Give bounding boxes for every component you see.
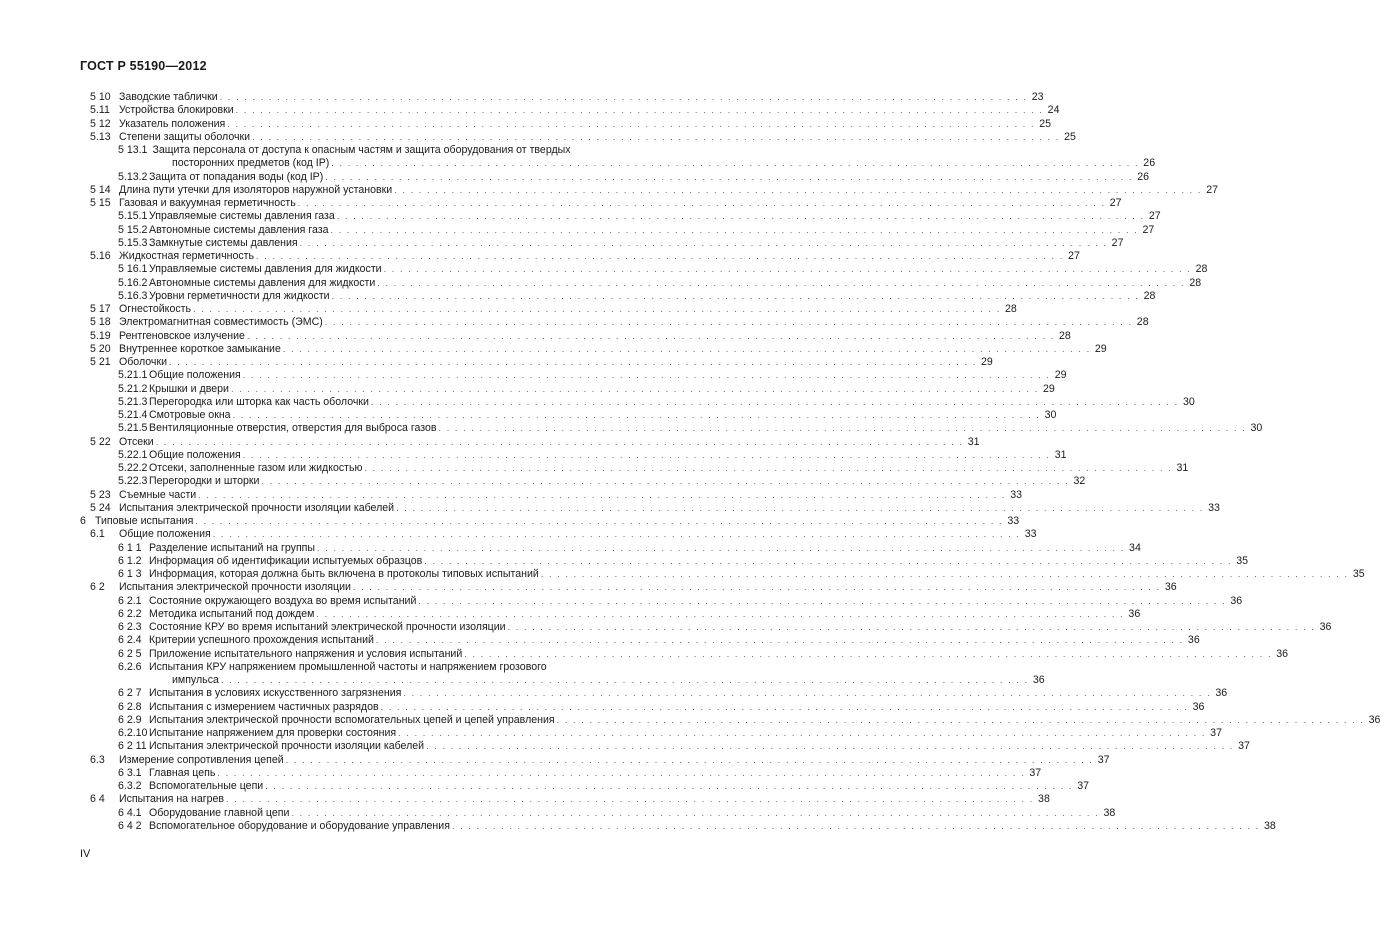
toc-entry-page: 36 (1368, 713, 1380, 726)
toc-entry-number: 5.22.1 (118, 448, 148, 461)
toc-entry (0, 210, 1161, 223)
toc-entry-title: Отсеки (119, 435, 154, 448)
toc-entry-number: 5.21.1 (118, 369, 148, 382)
table-of-contents (0, 91, 1380, 833)
dot-leader: . . . . . . . . . . . . . . . . . . . . . . . . . . . . . . . . . . . . . . . . . . . . . . . . . . . . . . . . . . . . . . . . . . . . . . . . . . . . . . . . . . . . . . . . . . . . . . . . . . . (540, 569, 1349, 579)
toc-entry-number: 6 4 2 (118, 819, 142, 832)
toc-entry-title: Огнестойкость (119, 303, 191, 315)
toc-entry-number: 5 20 (90, 342, 111, 355)
dot-leader: . . . . . . . . . . . . . . . . . . . . . . . . . . . . . . . . . . . . . . . . . . . . . . . . . . . . . . . . . . . . . . . . . . . . . . . . . . . . . . . . . . . . . . . . . . . . . . . . . . . (265, 781, 1074, 791)
toc-entry-title: Главная цепь (149, 766, 216, 779)
toc-entry (0, 581, 1177, 594)
dot-leader: . . . . . . . . . . . . . . . . . . . . . . . . . . . . . . . . . . . . . . . . . . . . . . . . . . . . . . . . . . . . . . . . . . . . . . . . . . . . . . . . . . . . . . . . . . . . . . . . . . . (285, 754, 1094, 765)
toc-entry-title: Общие положения (149, 369, 241, 382)
toc-entry-title: Рентгеновское излучение (119, 329, 245, 342)
toc-entry-number: 5.22.2 (118, 462, 148, 474)
toc-entry (0, 687, 1228, 700)
toc-entry (0, 780, 1090, 793)
dot-leader: . . . . . . . . . . . . . . . . . . . . . . . . . . . . . . . . . . . . . . . . . . . . . . . . . . . . . . . . . . . . . . . . . . . . . . . . . . . . . . . . . . . . . . . . . . . . . . . . . . . (232, 410, 1041, 420)
toc-entry-number: 6 2.8 (118, 700, 142, 713)
toc-entry-page: 31 (1176, 462, 1189, 474)
toc-entry (0, 793, 1050, 806)
dot-leader: . . . . . . . . . . . . . . . . . . . . . . . . . . . . . . . . . . . . . . . . . . . . . . . . . . . . . . . . . . . . . . . . . . . . . . . . . . . . . . . . . . . . . . . . . . . . . . . . . . . (193, 304, 1001, 314)
toc-entry-number: 5 13.1 (118, 144, 148, 156)
toc-entry-page: 31 (967, 435, 980, 448)
toc-entry-page: 25 (1039, 117, 1052, 130)
toc-entry-number: 5.21.3 (118, 395, 148, 408)
toc-entry-title: Внутреннее короткое замыкание (119, 342, 281, 355)
dot-leader: . . . . . . . . . . . . . . . . . . . . . . . . . . . . . . . . . . . . . . . . . . . . . . . . . . . . . . . . . . . . . . . . . . . . . . . . . . . . . . . . . . . . . . . . . . . . . . . . . . . (375, 635, 1184, 646)
toc-entry-title: Измерение сопротивления цепей (119, 753, 284, 766)
dot-leader: . . . . . . . . . . . . . . . . . . . . . . . . . . . . . . . . . . . . . . . . . . . . . . . . . . . . . . . . . . . . . . . . . . . . . . . . . . . . . . . . . . . . . . . . . . . . . . . . . . . (556, 714, 1365, 725)
toc-entry-page: 30 (1044, 409, 1057, 421)
toc-entry (0, 422, 1263, 435)
toc-entry-page: 28 (1195, 263, 1208, 276)
dot-leader: . . . . . . . . . . . . . . . . . . . . . . . . . . . . . . . . . . . . . . . . . . . . . . . . . . . . . . . . . . . . . . . . . . . . . . . . . . . . . . . . . . . . . . . . . . . . . . . . . . . (252, 131, 1060, 142)
dot-leader: . . . . . . . . . . . . . . . . . . . . . . . . . . . . . . . . . . . . . . . . . . . . . . . . . . . . . . . . . . . . . . . . . . . . . . . . . . . . . . . . . . . . . . . . . . . . . . . . . . . (352, 582, 1161, 593)
toc-entry-page: 30 (1182, 395, 1195, 408)
toc-entry-page: 27 (1068, 250, 1080, 262)
dot-leader: . . . . . . . . . . . . . . . . . . . . . . . . . . . . . . . . . . . . . . . . . . . . . . . . . . . . . . . . . . . . . . . . . . . . . . . . . . . . . . . . . . . . . . . . . . . . . . . . . . . (383, 264, 1192, 275)
toc-entry-title: Испытание напряжением для проверки состояния (149, 727, 397, 739)
toc-entry-number: 5.11 (90, 104, 110, 117)
toc-entry-page: 38 (1038, 793, 1050, 806)
toc-entry-title: Вентиляционные отверстия, отверстия для выброса газов (149, 422, 437, 435)
dot-leader: . . . . . . . . . . . . . . . . . . . . . . . . . . . . . . . . . . . . . . . . . . . . . . . . . . . . . . . . . . . . . . . . . . . . . . . . . . . . . . . . . . . . . . . . . . . . . . . . . . . (438, 423, 1247, 434)
toc-entry-page: 28 (1143, 289, 1156, 302)
toc-entry-page: 33 (1024, 528, 1037, 541)
dot-leader: . . . . . . . . . . . . . . . . . . . . . . . . . . . . . . . . . . . . . . . . . . . . . . . . . . . . . . . . . . . . . . . . . . . . . . . . . . . . . . . . . . . . . . . . . . . . . . . . . . . (291, 807, 1100, 818)
dot-leader: . . . . . . . . . . . . . . . . . . . . . . . . . . . . . . . . . . . . . . . . . . . . . . . . . . . . . . . . . . . . . . . . . . . . . . . . . . . . . . . . . . . . . . . . . . . . . . . . . . . (226, 794, 1034, 805)
dot-leader: . . . . . . . . . . . . . . . . . . . . . . . . . . . . . . . . . . . . . . . . . . . . . . . . . . . . . . . . . . . . . . . . . . . . . . . . . . . . . . . . . . . . . . . . . . . . . . . . . . . (219, 92, 1028, 102)
dot-leader: . . . . . . . . . . . . . . . . . . . . . . . . . . . . . . . . . . . . . . . . . . . . . . . . . . . . . . . . . . . . . . . . . . . . . . . . . . . . . . . . . . . . . . . . . . . . . . . . . . . (507, 622, 1316, 632)
toc-entry (0, 435, 980, 449)
toc-entry-title: Управляемые системы давления газа (149, 210, 335, 223)
toc-entry-title: Отсеки, заполненные газом или жидкостью (149, 462, 363, 474)
dot-leader: . . . . . . . . . . . . . . . . . . . . . . . . . . . . . . . . . . . . . . . . . . . . . . . . . . . . . . . . . . . . . . . . . . . . . . . . . . . . . . . . . . . . . . . . . . . . . . . . . . . (299, 237, 1108, 248)
toc-entry-title: Вспомогательные цепи (149, 780, 264, 792)
toc-entry (0, 369, 1067, 382)
dot-leader: . . . . . . . . . . . . . . . . . . . . . . . . . . . . . . . . . . . . . . . . . . . . . . . . . . . . . . . . . . . . . . . . . . . . . . . . . . . . . . . . . . . . . . . . . . . . . . . . . . . (418, 595, 1227, 606)
toc-entry (0, 183, 1218, 197)
toc-entry-number: 6.2.10 (118, 727, 148, 739)
dot-leader: . . . . . . . . . . . . . . . . . . . . . . . . . . . . . . . . . . . . . . . . . . . . . . . . . . . . . . . . . . . . . . . . . . . . . . . . . . . . . . . . . . . . . . . . . . . . . . . . . . . (396, 502, 1204, 513)
toc-entry (0, 289, 1156, 303)
toc-entry-page: 31 (1054, 448, 1067, 461)
dot-leader: . . . . . . . . . . . . . . . . . . . . . . . . . . . . . . . . . . . . . . . . . . . . . . . . . . . . . . . . . . . . . . . . . . . . . . . . . . . . . . . . . . . . . . . . . . . . . . . . . . . (195, 516, 1004, 526)
toc-entry-page: 28 (1005, 303, 1017, 315)
dot-leader: . . . . . . . . . . . . . . . . . . . . . . . . . . . . . . . . . . . . . . . . . . . . . . . . . . . . . . . . . . . . . . . . . . . . . . . . . . . . . . . . . . . . . . . . . . . . . . . . . . . (297, 198, 1106, 208)
dot-leader: . . . . . . . . . . . . . . . . . . . . . . . . . . . . . . . . . . . . . . . . . . . . . . . . . . . . . . . . . . . . . . . . . . . . . . . . . . . . . . . . . . . . . . . . . . . . . . . . . . . (403, 688, 1212, 699)
toc-entry (0, 766, 1042, 780)
toc-entry (0, 607, 1141, 621)
toc-entry-page: 25 (1064, 130, 1076, 143)
dot-leader: . . . . . . . . . . . . . . . . . . . . . . . . . . . . . . . . . . . . . . . . . . . . . . . . . . . . . . . . . . . . . . . . . . . . . . . . . . . . . . . . . . . . . . . . . . . . . . . . . . . (370, 396, 1179, 407)
toc-entry-title: Уровни герметичности для жидкости (149, 289, 330, 302)
toc-entry (0, 263, 1208, 276)
toc-entry (0, 144, 1156, 171)
toc-entry (0, 395, 1195, 409)
toc-entry-number: 5.13.2 (118, 170, 148, 183)
page-number: IV (80, 848, 91, 860)
toc-entry-title: Электромагнитная совместимость (ЭМС) (119, 316, 323, 329)
toc-entry-number: 5 15 (90, 197, 111, 209)
toc-entry-title: Общие положения (149, 448, 241, 461)
dot-leader: . . . . . . . . . . . . . . . . . . . . . . . . . . . . . . . . . . . . . . . . . . . . . . . . . . . . . . . . . . . . . . . . . . . . . . . . . . . . . . . . . . . . . . . . . . . . . . . . . . . (155, 436, 964, 447)
toc-entry (0, 713, 1380, 727)
toc-entry-number: 5 16.1 (118, 263, 148, 276)
toc-entry-number: 5.21.2 (118, 382, 148, 395)
toc-entry-title: Испытания электрической прочности изоляции кабелей (119, 501, 395, 514)
toc-entry-page: 37 (1238, 740, 1250, 753)
toc-entry-number: 6.3 (90, 753, 105, 766)
dot-leader: . . . . . . . . . . . . . . . . . . . . . . . . . . . . . . . . . . . . . . . . . . . . . . . . . . . . . . . . . . . . . . . . . . . . . . . . . . . . . . . . . . . . . . . . . . . . . . . . . . . (317, 542, 1125, 553)
toc-entry-page: 33 (1007, 515, 1020, 527)
toc-entry (0, 819, 1276, 833)
dot-leader: . . . . . . . . . . . . . . . . . . . . . . . . . . . . . . . . . . . . . . . . . . . . . . . . . . . . . . . . . . . . . . . . . . . . . . . . . . . . . . . . . . . . . . . . . . . . . . . . . . . (426, 741, 1234, 752)
toc-entry-page: 27 (1111, 236, 1124, 249)
document-header: ГОСТ Р 55190—2012 (80, 59, 207, 73)
toc-entry-title: Информация об идентификации испытуемых образцов (149, 554, 423, 567)
toc-entry-number: 6 2.9 (118, 713, 142, 726)
toc-entry (0, 236, 1124, 250)
dot-leader: . . . . . . . . . . . . . . . . . . . . . . . . . . . . . . . . . . . . . . . . . . . . . . . . . . . . . . . . . . . . . . . . . . . . . . . . . . . . . . . . . . . . . . . . . . . . . . . . . . . (331, 158, 1140, 169)
dot-leader: . . . . . . . . . . . . . . . . . . . . . . . . . . . . . . . . . . . . . . . . . . . . . . . . . . . . . . . . . . . . . . . . . . . . . . . . . . . . . . . . . . . . . . . . . . . . . . . . . . . (242, 449, 1051, 460)
toc-entry (0, 462, 1189, 475)
dot-leader: . . . . . . . . . . . . . . . . . . . . . . . . . . . . . . . . . . . . . . . . . . . . . . . . . . . . . . . . . . . . . . . . . . . . . . . . . . . . . . . . . . . . . . . . . . . . . . . . . . . (336, 211, 1145, 222)
toc-entry-title: Испытания в условиях искусственного загрязнения (149, 687, 402, 700)
toc-entry-number: 5 10 (90, 91, 111, 103)
toc-entry-title: Оболочки (119, 356, 167, 368)
dot-leader: . . . . . . . . . . . . . . . . . . . . . . . . . . . . . . . . . . . . . . . . . . . . . . . . . . . . . . . . . . . . . . . . . . . . . . . . . . . . . . . . . . . . . . . . . . . . . . . . . . . (464, 648, 1273, 659)
toc-entry-page: 33 (1208, 501, 1220, 514)
toc-entry-number: 6 1.2 (118, 554, 142, 567)
toc-entry-title: Испытания электрической прочности изоляции (119, 581, 351, 594)
toc-entry (0, 515, 1020, 528)
toc-entry (0, 382, 1055, 396)
dot-leader: . . . . . . . . . . . . . . . . . . . . . . . . . . . . . . . . . . . . . . . . . . . . . . . . . . . . . . . . . . . . . . . . . . . . . . . . . . . . . . . . . . . . . . . . . . . . . . . . . . . (242, 370, 1051, 381)
toc-entry-number: 5.22.3 (118, 475, 148, 488)
toc-entry (0, 448, 1067, 462)
dot-leader: . . . . . . . . . . . . . . . . . . . . . . . . . . . . . . . . . . . . . . . . . . . . . . . . . . . . . . . . . . . . . . . . . . . . . . . . . . . . . . . . . . . . . . . . . . . . . . . . . . . (220, 675, 1029, 685)
toc-entry-page: 28 (1136, 316, 1149, 329)
toc-entry-page: 35 (1352, 568, 1365, 580)
toc-entry-page: 36 (1128, 607, 1141, 620)
toc-entry-number: 5 22 (90, 435, 111, 448)
dot-leader: . . . . . . . . . . . . . . . . . . . . . . . . . . . . . . . . . . . . . . . . . . . . . . . . . . . . . . . . . . . . . . . . . . . . . . . . . . . . . . . . . . . . . . . . . . . . . . . . . . . (235, 105, 1044, 116)
toc-entry-number: 6 2 (90, 581, 105, 594)
dot-leader: . . . . . . . . . . . . . . . . . . . . . . . . . . . . . . . . . . . . . . . . . . . . . . . . . . . . . . . . . . . . . . . . . . . . . . . . . . . . . . . . . . . . . . . . . . . . . . . . . . . (246, 330, 1055, 341)
toc-entry (0, 303, 1017, 316)
toc-entry-title: Испытания с измерением частичных разрядов (149, 700, 379, 713)
toc-entry-title: Информация, которая должна быть включена в протоколы типовых испытаний (149, 568, 539, 580)
toc-entry-page: 27 (1109, 197, 1122, 209)
toc-entry-page: 36 (1215, 687, 1228, 700)
toc-entry-title: Испытания электрической прочности изоляции кабелей (149, 740, 425, 753)
toc-entry-page: 27 (1148, 210, 1161, 223)
toc-entry-number: 6.2.6 (118, 660, 142, 673)
toc-entry-title-continuation: посторонних предметов (код IP) (172, 157, 330, 170)
toc-entry-number: 6.3.2 (118, 780, 142, 792)
toc-entry-title: Методика испытаний под дождем (149, 607, 315, 620)
toc-entry-page: 34 (1129, 541, 1141, 554)
dot-leader: . . . . . . . . . . . . . . . . . . . . . . . . . . . . . . . . . . . . . . . . . . . . . . . . . . . . . . . . . . . . . . . . . . . . . . . . . . . . . . . . . . . . . . . . . . . . . . . . . . . (377, 277, 1186, 288)
toc-entry-title: Автономные системы давления газа (149, 223, 329, 236)
toc-entry (0, 104, 1060, 117)
toc-entry-number: 5 21 (90, 356, 111, 368)
toc-entry-number: 6 4.1 (118, 806, 142, 819)
toc-entry (0, 488, 1023, 502)
toc-entry (0, 621, 1332, 634)
toc-entry-title: Жидкостная герметичность (119, 250, 255, 262)
toc-entry (0, 753, 1110, 767)
toc-entry (0, 130, 1076, 144)
toc-entry (0, 660, 1045, 688)
toc-entry-number: 5.21.5 (118, 422, 148, 435)
toc-entry-page: 36 (1276, 647, 1289, 660)
dot-leader: . . . . . . . . . . . . . . . . . . . . . . . . . . . . . . . . . . . . . . . . . . . . . . . . . . . . . . . . . . . . . . . . . . . . . . . . . . . . . . . . . . . . . . . . . . . . . . . . . . . (331, 290, 1140, 301)
toc-entry (0, 276, 1202, 290)
toc-entry-page: 30 (1250, 422, 1263, 435)
dot-leader: . . . . . . . . . . . . . . . . . . . . . . . . . . . . . . . . . . . . . . . . . . . . . . . . . . . . . . . . . . . . . . . . . . . . . . . . . . . . . . . . . . . . . . . . . . . . . . . . . . . (217, 767, 1026, 778)
toc-entry-number: 5 18 (90, 316, 111, 329)
toc-entry-title: Разделение испытаний на группы (149, 541, 316, 554)
toc-entry-title: Общие положения (119, 528, 211, 541)
toc-entry-number: 6 2 11 (118, 740, 147, 753)
toc-entry-number: 5.13 (90, 130, 111, 143)
toc-entry-number: 5 15.2 (118, 223, 148, 236)
toc-entry-title: Испытания КРУ напряжением промышленной частоты и напряжением грозового (149, 660, 547, 673)
toc-entry (0, 250, 1080, 263)
toc-entry-title: Смотровые окна (149, 409, 231, 421)
toc-entry-page: 38 (1103, 806, 1116, 819)
toc-entry-number: 5.16 (90, 250, 111, 262)
toc-entry (0, 528, 1037, 541)
toc-entry-title: Заводские таблички (119, 91, 218, 103)
toc-entry-title: Замкнутые системы давления (149, 236, 298, 249)
dot-leader: . . . . . . . . . . . . . . . . . . . . . . . . . . . . . . . . . . . . . . . . . . . . . . . . . . . . . . . . . . . . . . . . . . . . . . . . . . . . . . . . . . . . . . . . . . . . . . . . . . . (398, 728, 1206, 738)
toc-entry-number: 5 24 (90, 501, 111, 514)
toc-entry-number: 5 23 (90, 488, 111, 501)
toc-entry (0, 329, 1071, 343)
toc-entry-page: 26 (1143, 157, 1156, 170)
toc-entry (0, 727, 1222, 740)
toc-entry-page: 37 (1077, 780, 1090, 792)
dot-leader: . . . . . . . . . . . . . . . . . . . . . . . . . . . . . . . . . . . . . . . . . . . . . . . . . . . . . . . . . . . . . . . . . . . . . . . . . . . . . . . . . . . . . . . . . . . . . . . . . . . (198, 489, 1007, 500)
toc-entry-number: 6 2.3 (118, 621, 142, 633)
toc-entry-number: 6 (80, 515, 86, 527)
toc-entry (0, 475, 1086, 488)
dot-leader: . . . . . . . . . . . . . . . . . . . . . . . . . . . . . . . . . . . . . . . . . . . . . . . . . . . . . . . . . . . . . . . . . . . . . . . . . . . . . . . . . . . . . . . . . . . . . . . . . . . (424, 555, 1233, 566)
toc-entry (0, 568, 1365, 581)
toc-entry-number: 5.16.3 (118, 289, 148, 302)
toc-entry-number: 5.15.3 (118, 236, 148, 249)
toc-entry (0, 223, 1155, 237)
dot-leader: . . . . . . . . . . . . . . . . . . . . . . . . . . . . . . . . . . . . . . . . . . . . . . . . . . . . . . . . . . . . . . . . . . . . . . . . . . . . . . . . . . . . . . . . . . . . . . . . . . . (394, 184, 1202, 195)
toc-entry (0, 342, 1107, 356)
toc-entry-title: Вспомогательное оборудование и оборудование управления (149, 819, 450, 832)
toc-entry (0, 554, 1249, 568)
toc-entry-number: 6 1 3 (118, 568, 142, 580)
dot-leader: . . . . . . . . . . . . . . . . . . . . . . . . . . . . . . . . . . . . . . . . . . . . . . . . . . . . . . . . . . . . . . . . . . . . . . . . . . . . . . . . . . . . . . . . . . . . . . . . . . . (364, 463, 1173, 473)
toc-entry-page: 37 (1210, 727, 1222, 739)
toc-entry-page: 33 (1010, 488, 1023, 501)
toc-entry (0, 647, 1289, 661)
dot-leader: . . . . . . . . . . . . . . . . . . . . . . . . . . . . . . . . . . . . . . . . . . . . . . . . . . . . . . . . . . . . . . . . . . . . . . . . . . . . . . . . . . . . . . . . . . . . . . . . . . . (380, 701, 1189, 712)
toc-entry-title: Защита персонала от доступа к опасным частям и защита оборудования от твердых (152, 144, 571, 156)
toc-entry-page: 38 (1263, 819, 1276, 832)
toc-entry-title-continuation: импульса (172, 674, 219, 686)
toc-entry (0, 117, 1052, 131)
toc-entry-title: Перегородки и шторки (149, 475, 260, 488)
dot-leader: . . . . . . . . . . . . . . . . . . . . . . . . . . . . . . . . . . . . . . . . . . . . . . . . . . . . . . . . . . . . . . . . . . . . . . . . . . . . . . . . . . . . . . . . . . . . . . . . . . . (324, 317, 1133, 328)
toc-entry-number: 5 14 (90, 183, 111, 196)
toc-entry-page: 27 (1142, 223, 1155, 236)
toc-entry-number: 6 3.1 (118, 766, 142, 779)
toc-entry (0, 197, 1122, 210)
dot-leader: . . . . . . . . . . . . . . . . . . . . . . . . . . . . . . . . . . . . . . . . . . . . . . . . . . . . . . . . . . . . . . . . . . . . . . . . . . . . . . . . . . . . . . . . . . . . . . . . . . . (256, 251, 1064, 261)
toc-entry-title: Указатель положения (119, 117, 226, 130)
toc-entry-title: Состояние окружающего воздуха во время испытаний (149, 594, 417, 607)
toc-entry (0, 356, 993, 369)
dot-leader: . . . . . . . . . . . . . . . . . . . . . . . . . . . . . . . . . . . . . . . . . . . . . . . . . . . . . . . . . . . . . . . . . . . . . . . . . . . . . . . . . . . . . . . . . . . . . . . . . . . (212, 529, 1021, 540)
toc-entry-title: Типовые испытания (95, 515, 194, 527)
toc-entry (0, 594, 1243, 608)
toc-entry-page: 36 (1032, 674, 1045, 686)
toc-entry-title: Оборудование главной цепи (149, 806, 290, 819)
toc-entry-number: 6 2 5 (118, 647, 142, 660)
dot-leader: . . . . . . . . . . . . . . . . . . . . . . . . . . . . . . . . . . . . . . . . . . . . . . . . . . . . . . . . . . . . . . . . . . . . . . . . . . . . . . . . . . . . . . . . . . . . . . . . . . . (316, 608, 1125, 619)
toc-entry-number: 6 2.2 (118, 607, 142, 620)
toc-entry-title: Устройства блокировки (119, 104, 234, 117)
toc-entry-page: 28 (1058, 329, 1071, 342)
toc-entry (0, 316, 1149, 329)
toc-entry (0, 170, 1150, 184)
toc-entry-title: Длина пути утечки для изоляторов наружной установки (119, 183, 393, 196)
toc-entry-page: 36 (1319, 621, 1332, 633)
toc-entry (0, 409, 1057, 422)
toc-entry-title: Крышки и двери (149, 382, 229, 395)
dot-leader: . . . . . . . . . . . . . . . . . . . . . . . . . . . . . . . . . . . . . . . . . . . . . . . . . . . . . . . . . . . . . . . . . . . . . . . . . . . . . . . . . . . . . . . . . . . . . . . . . . . (330, 224, 1139, 235)
toc-entry-title: Критерии успешного прохождения испытаний (149, 634, 374, 647)
toc-entry (0, 541, 1141, 555)
toc-entry-page: 27 (1206, 183, 1218, 196)
toc-entry-title: Управляемые системы давления для жидкости (149, 263, 382, 276)
toc-entry-number: 5.15.1 (118, 210, 148, 223)
dot-leader: . . . . . . . . . . . . . . . . . . . . . . . . . . . . . . . . . . . . . . . . . . . . . . . . . . . . . . . . . . . . . . . . . . . . . . . . . . . . . . . . . . . . . . . . . . . . . . . . . . . (169, 357, 977, 367)
toc-entry (0, 91, 1044, 104)
toc-entry-page: 29 (981, 356, 993, 368)
toc-entry-number: 5 17 (90, 303, 111, 315)
toc-entry-page: 36 (1230, 594, 1243, 607)
toc-entry-title: Автономные системы давления для жидкости (149, 276, 376, 289)
toc-entry-number: 5.21.4 (118, 409, 148, 421)
toc-entry-title: Съемные части (119, 488, 197, 501)
toc-entry-number: 5 12 (90, 117, 111, 130)
toc-entry-number: 6 2.4 (118, 634, 142, 647)
toc-entry-page: 29 (1042, 382, 1055, 395)
toc-entry-title: Перегородка или шторка как часть оболочки (149, 395, 369, 408)
toc-entry (0, 806, 1116, 820)
toc-entry-page: 29 (1094, 342, 1107, 355)
dot-leader: . . . . . . . . . . . . . . . . . . . . . . . . . . . . . . . . . . . . . . . . . . . . . . . . . . . . . . . . . . . . . . . . . . . . . . . . . . . . . . . . . . . . . . . . . . . . . . . . . . . (282, 343, 1091, 354)
toc-entry-page: 36 (1192, 700, 1205, 713)
toc-entry-page: 36 (1187, 634, 1200, 647)
toc-entry-title: Защита от попадания воды (код IP) (149, 170, 324, 183)
toc-entry-title: Испытания электрической прочности вспомогательных цепей и цепей управления (149, 713, 555, 726)
toc-entry-page: 23 (1031, 91, 1044, 103)
toc-entry-page: 37 (1029, 766, 1042, 779)
toc-entry (0, 740, 1250, 753)
toc-entry-number: 6 2 7 (118, 687, 142, 700)
toc-entry-page: 35 (1236, 554, 1249, 567)
toc-entry-number: 6 2.1 (118, 594, 142, 607)
toc-entry-page: 26 (1137, 170, 1150, 183)
toc-entry (0, 501, 1220, 515)
toc-entry-title: Испытания на нагрев (119, 793, 225, 806)
toc-entry-number: 6.1 (90, 528, 105, 541)
dot-leader: . . . . . . . . . . . . . . . . . . . . . . . . . . . . . . . . . . . . . . . . . . . . . . . . . . . . . . . . . . . . . . . . . . . . . . . . . . . . . . . . . . . . . . . . . . . . . . . . . . . (325, 171, 1134, 182)
toc-entry-number: 6 1 1 (118, 541, 142, 554)
dot-leader: . . . . . . . . . . . . . . . . . . . . . . . . . . . . . . . . . . . . . . . . . . . . . . . . . . . . . . . . . . . . . . . . . . . . . . . . . . . . . . . . . . . . . . . . . . . . . . . . . . . (451, 820, 1260, 831)
toc-entry-number: 6 4 (90, 793, 105, 806)
toc-entry-page: 37 (1097, 753, 1110, 766)
dot-leader: . . . . . . . . . . . . . . . . . . . . . . . . . . . . . . . . . . . . . . . . . . . . . . . . . . . . . . . . . . . . . . . . . . . . . . . . . . . . . . . . . . . . . . . . . . . . . . . . . . . (261, 476, 1070, 487)
toc-entry-page: 36 (1164, 581, 1177, 594)
toc-entry (0, 700, 1205, 714)
toc-entry (0, 634, 1200, 647)
toc-entry-title: Состояние КРУ во время испытаний электрической прочности изоляции (149, 621, 506, 633)
toc-entry-page: 28 (1189, 276, 1202, 289)
toc-entry-page: 32 (1073, 475, 1086, 488)
toc-entry-title: Степени защиты оболочки (119, 130, 251, 143)
toc-entry-title: Приложение испытательного напряжения и условия испытаний (149, 647, 463, 660)
toc-entry-page: 29 (1054, 369, 1067, 382)
dot-leader: . . . . . . . . . . . . . . . . . . . . . . . . . . . . . . . . . . . . . . . . . . . . . . . . . . . . . . . . . . . . . . . . . . . . . . . . . . . . . . . . . . . . . . . . . . . . . . . . . . . (227, 118, 1036, 129)
toc-entry-number: 5.16.2 (118, 276, 148, 289)
toc-entry-number: 5.19 (90, 329, 111, 342)
toc-entry-page: 24 (1047, 104, 1060, 117)
dot-leader: . . . . . . . . . . . . . . . . . . . . . . . . . . . . . . . . . . . . . . . . . . . . . . . . . . . . . . . . . . . . . . . . . . . . . . . . . . . . . . . . . . . . . . . . . . . . . . . . . . . (230, 383, 1039, 394)
toc-entry-title: Газовая и вакуумная герметичность (119, 197, 296, 209)
